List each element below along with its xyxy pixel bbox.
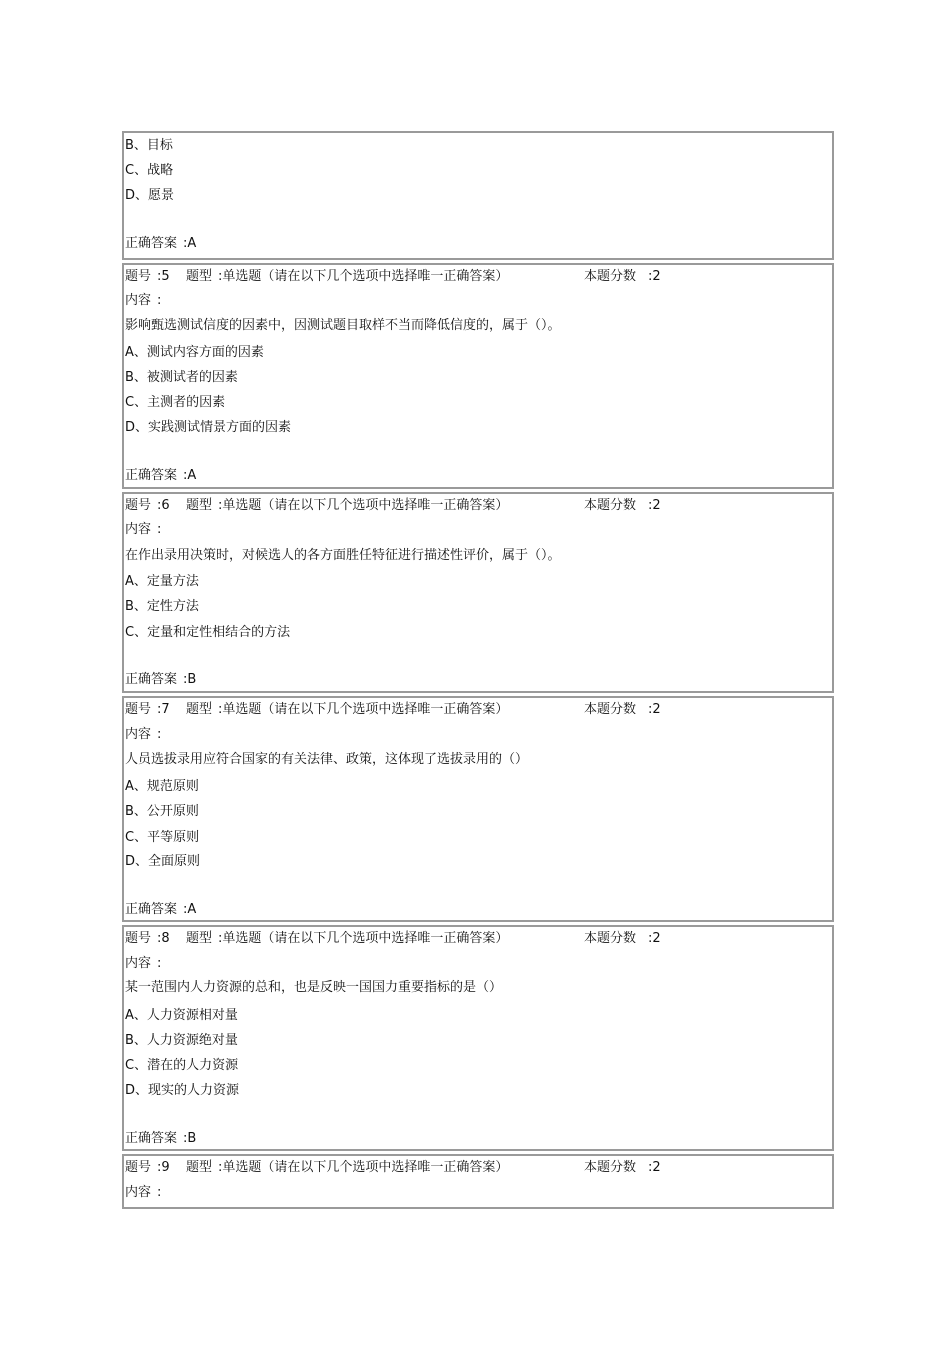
answer-value: A — [187, 902, 197, 917]
question-block-8 — [122, 925, 834, 1151]
question-text: 影响甄选测试信度的因素中，因测试题目取样不当而降低信度的，属于（）。 — [125, 318, 561, 333]
question-text: 在作出录用决策时，对候选人的各方面胜任特征进行描述性评价，属于（）。 — [125, 548, 561, 563]
question-block-6 — [122, 492, 834, 693]
question-block-7 — [122, 696, 834, 922]
option-b: B、人力资源绝对量 — [125, 1033, 238, 1048]
exam-sheet — [122, 131, 834, 1212]
answer-value: A — [187, 468, 197, 483]
question-type: 题型 :单选题（请在以下几个选项中选择唯一正确答案） — [186, 269, 509, 284]
question-type: 题型 :单选题（请在以下几个选项中选择唯一正确答案） — [186, 931, 509, 946]
option-b: B、被测试者的因素 — [125, 370, 238, 385]
question-type: 题型 :单选题（请在以下几个选项中选择唯一正确答案） — [186, 1160, 509, 1175]
question-number: 题号 :8 — [125, 931, 170, 946]
option-d: D、实践测试情景方面的因素 — [125, 420, 292, 435]
option-a: A、规范原则 — [125, 779, 199, 794]
question-block-4 — [122, 131, 834, 260]
option-c: C、定量和定性相结合的方法 — [125, 625, 291, 640]
question-block-5 — [122, 263, 834, 489]
answer-value: A — [187, 236, 197, 251]
option-d: D、全面原则 — [125, 854, 201, 869]
option-d: D、愿景 — [125, 188, 175, 203]
option-c: C、平等原则 — [125, 830, 200, 845]
answer-value: B — [187, 672, 197, 687]
question-type: 题型 :单选题（请在以下几个选项中选择唯一正确答案） — [186, 702, 509, 717]
question-score: 本题分数 :2 — [584, 1160, 661, 1175]
option-c: C、战略 — [125, 163, 174, 178]
option-b: B、目标 — [125, 138, 173, 153]
content-label: 内容 : — [125, 1185, 162, 1200]
correct-answer: 正确答案 :A — [125, 468, 197, 483]
option-a: A、测试内容方面的因素 — [125, 345, 264, 360]
option-a: A、定量方法 — [125, 574, 199, 589]
option-c: C、潜在的人力资源 — [125, 1058, 239, 1073]
option-d: D、现实的人力资源 — [125, 1083, 240, 1098]
question-number: 题号 :5 — [125, 269, 170, 284]
option-c: C、主测者的因素 — [125, 395, 226, 410]
option-b: B、定性方法 — [125, 599, 199, 614]
correct-answer: 正确答案 :A — [125, 236, 197, 251]
question-score: 本题分数 :2 — [584, 269, 661, 284]
question-score: 本题分数 :2 — [584, 702, 661, 717]
question-text: 人员选拔录用应符合国家的有关法律、政策，这体现了选拔录用的（） — [125, 752, 529, 767]
content-label: 内容 : — [125, 727, 162, 742]
correct-answer: 正确答案 :A — [125, 902, 197, 917]
option-a: A、人力资源相对量 — [125, 1008, 238, 1023]
content-label: 内容 : — [125, 293, 162, 308]
question-text: 某一范围内人力资源的总和，也是反映一国国力重要指标的是（） — [125, 980, 503, 995]
content-label: 内容 : — [125, 956, 162, 971]
correct-answer: 正确答案 :B — [125, 672, 197, 687]
answer-label: 正确答案 — [125, 236, 178, 251]
question-number: 题号 :7 — [125, 702, 170, 717]
content-label: 内容 : — [125, 522, 162, 537]
question-block-9 — [122, 1154, 834, 1209]
question-score: 本题分数 :2 — [584, 498, 661, 513]
question-number: 题号 :6 — [125, 498, 170, 513]
question-number: 题号 :9 — [125, 1160, 170, 1175]
correct-answer: 正确答案 :B — [125, 1131, 197, 1146]
question-score: 本题分数 :2 — [584, 931, 661, 946]
question-type: 题型 :单选题（请在以下几个选项中选择唯一正确答案） — [186, 498, 509, 513]
option-b: B、公开原则 — [125, 804, 199, 819]
answer-value: B — [187, 1131, 197, 1146]
